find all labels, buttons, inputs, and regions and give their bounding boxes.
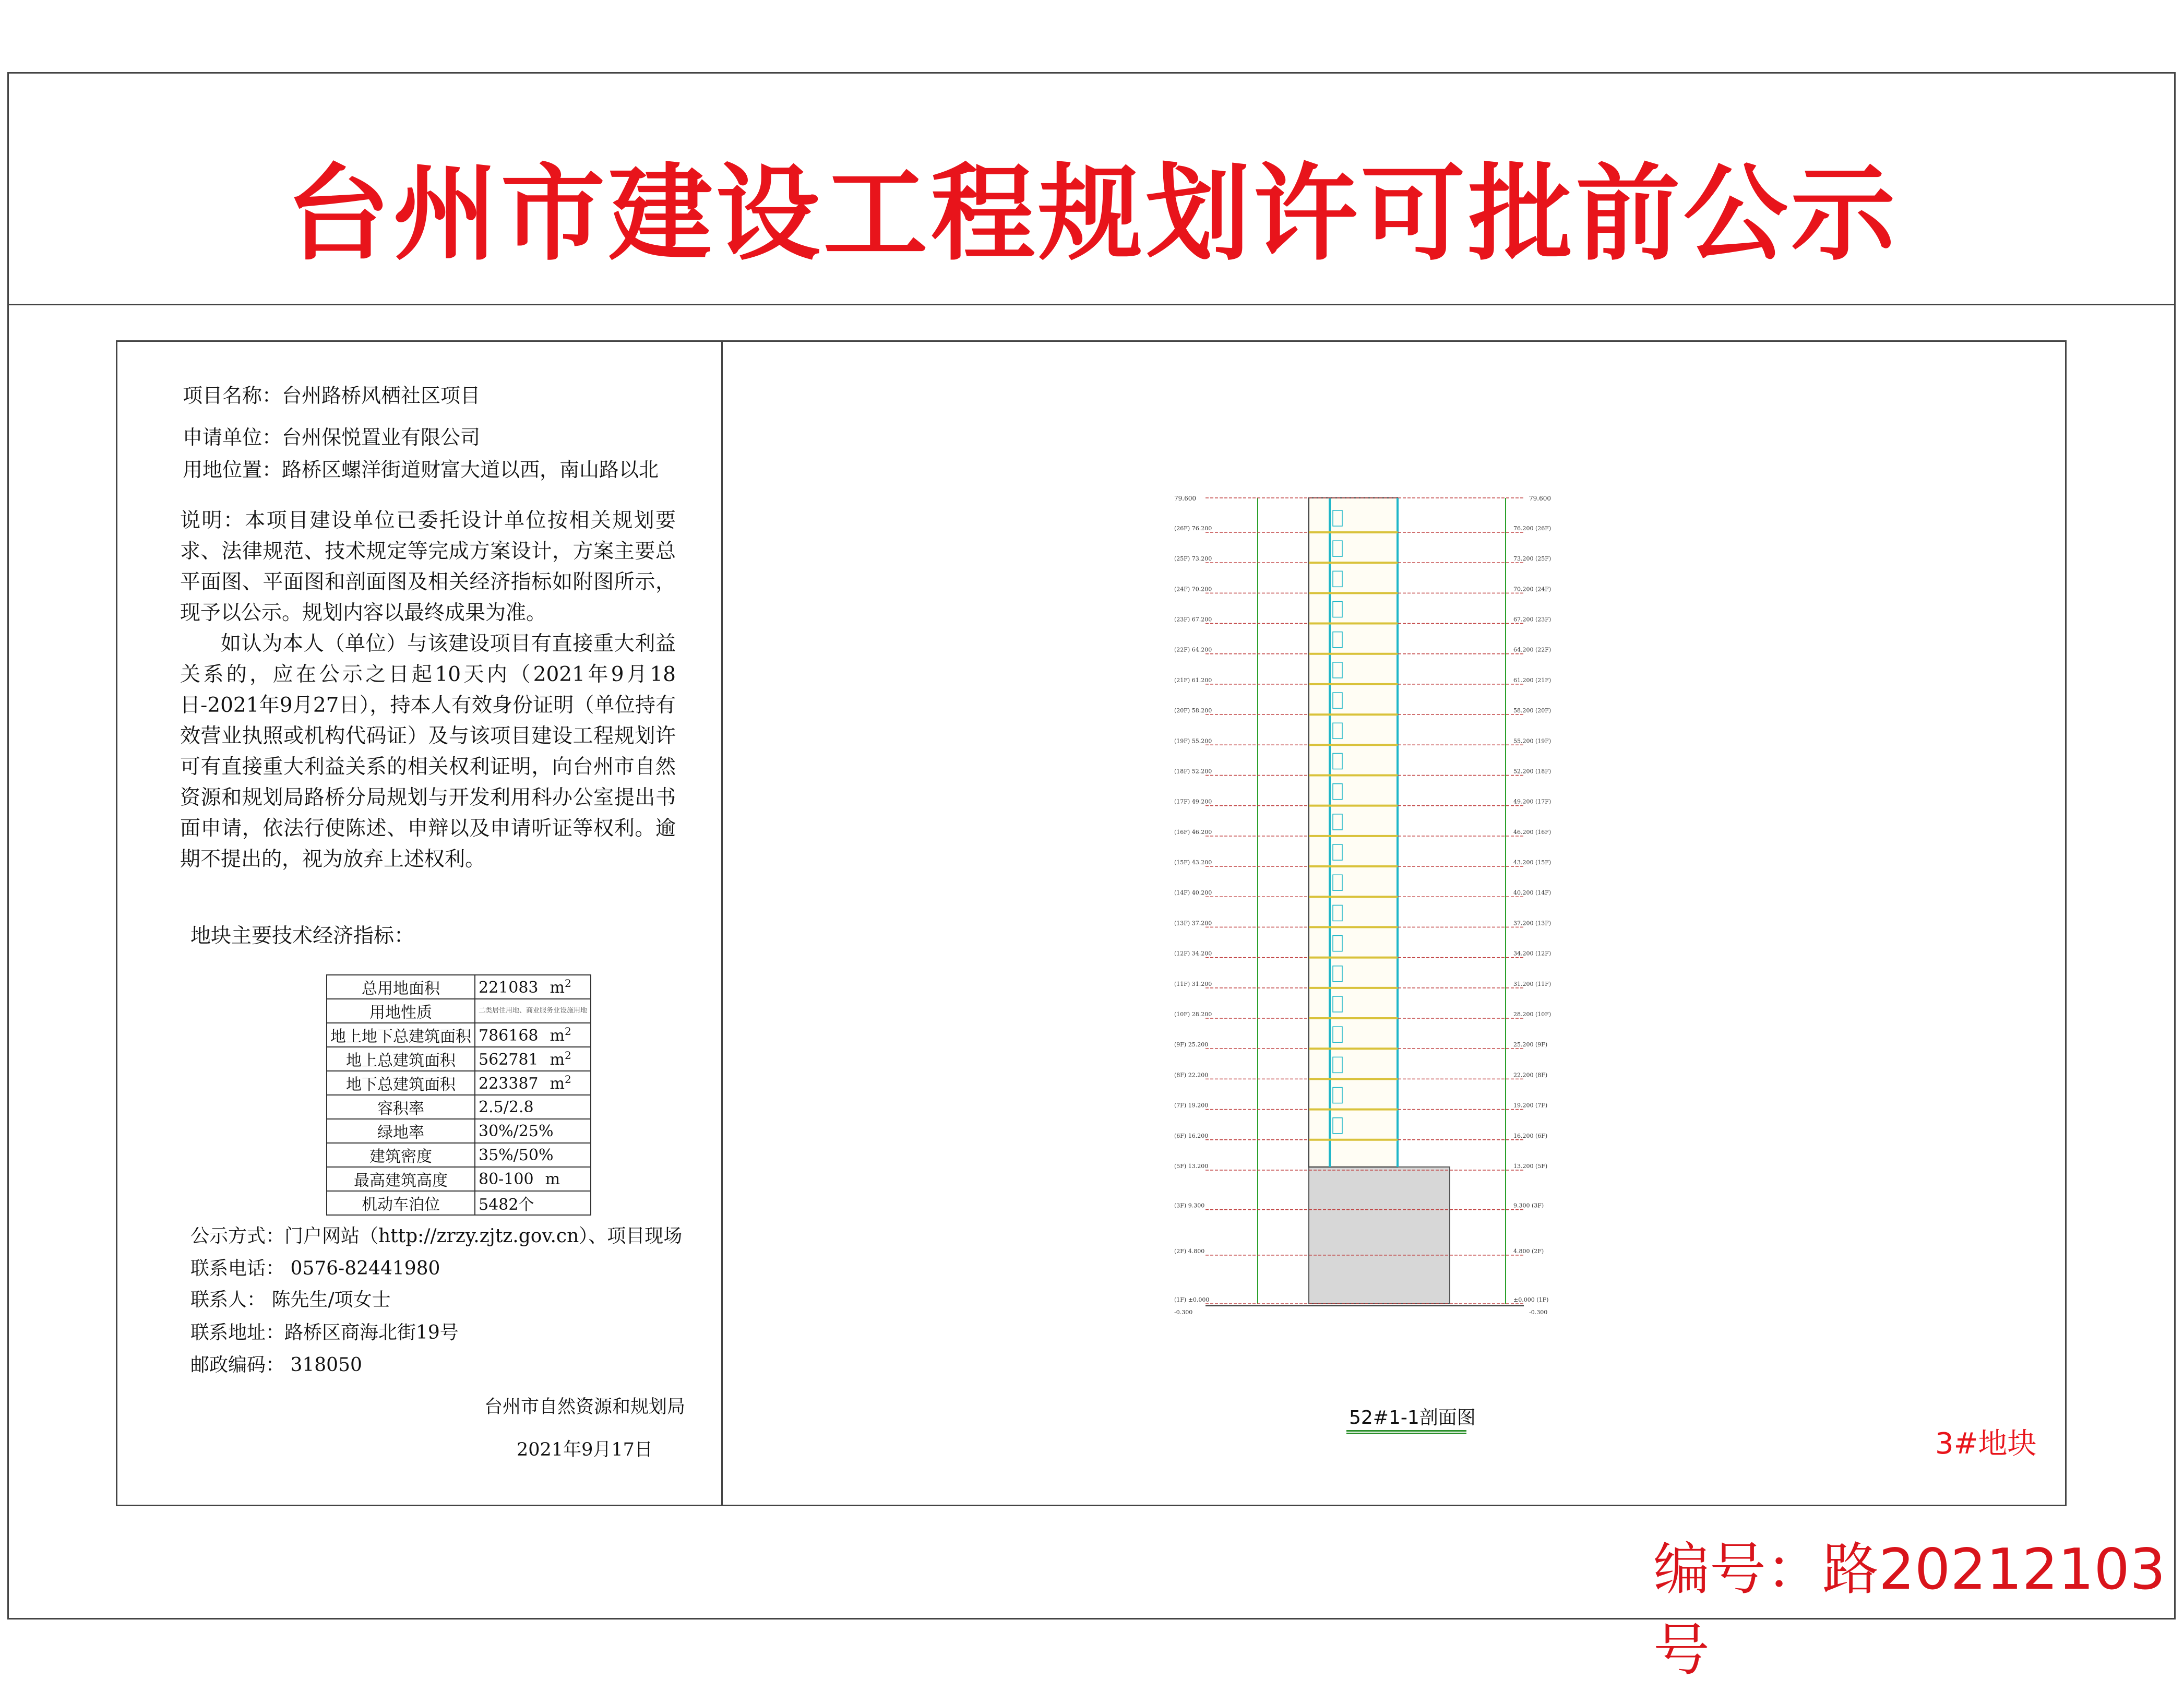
floor-label-right: 43.200 (15F) <box>1513 859 1552 866</box>
section-drawing <box>1164 485 1566 1326</box>
floor-label-left: (12F) 34.200 <box>1174 950 1212 957</box>
floor-label-left: (18F) 52.200 <box>1174 768 1212 775</box>
floor-label-right: 22.200 (8F) <box>1513 1071 1548 1079</box>
metric-value-cell <box>475 1119 591 1143</box>
floor-label-right: ±0.000 (1F) <box>1513 1296 1549 1303</box>
description-paragraph-2: 如认为本人（单位）与该建设项目有直接重大利益关系的，应在公示之日起10天内（2021年9月18日-2021年9月27日），持本人有效身份证明（单位持有效营业执照或机构代码证）及与该项目建设工程规划许可有直接重大利益关系的相关权利证明，向台州市自然资源和规划局路桥分局规划与开发利用科办公室提出书面申请，依法行使陈述、申辩以及申请听证等权利。逾期不提出的，视为放弃上述权利。 <box>180 632 676 871</box>
floor-label-right: 70.200 (24F) <box>1513 586 1552 593</box>
metric-unit-superscript: 2 <box>564 1073 571 1086</box>
contact-phone: 联系电话： 0576-82441980 <box>190 1258 440 1279</box>
metrics-row <box>327 1095 591 1119</box>
floor-label-left: (9F) 25.200 <box>1174 1041 1209 1049</box>
plot-label: 3#地块 <box>1935 1427 2037 1461</box>
metric-value: 221083 <box>479 979 539 997</box>
metric-value-cell <box>475 1047 591 1071</box>
podium-block <box>1309 1167 1450 1304</box>
floor-label-left: (7F) 19.200 <box>1174 1102 1209 1109</box>
floor-label-left: (23F) 67.200 <box>1174 616 1212 623</box>
metric-value: 80-100 <box>479 1170 534 1188</box>
floor-label-right: 40.200 (14F) <box>1513 889 1552 897</box>
metric-unit-superscript: 2 <box>564 977 571 990</box>
document-code: 编号：路20212103号 <box>1653 1537 2166 1683</box>
metric-value: 5482个 <box>479 1196 534 1214</box>
metric-label: 地上总建筑面积 <box>327 1047 475 1071</box>
bottom-elevation-label: -0.300 <box>1174 1309 1193 1316</box>
floor-label-left: (5F) 13.200 <box>1174 1162 1209 1170</box>
floor-label-right: 52.200 (18F) <box>1513 768 1552 775</box>
contact-address: 联系地址：路桥区商海北街19号 <box>190 1322 459 1343</box>
floor-label-right: 55.200 (19F) <box>1513 737 1552 745</box>
metric-value-cell <box>475 1191 591 1215</box>
metric-unit-superscript: 2 <box>564 1049 571 1062</box>
title-divider <box>7 304 2176 305</box>
floor-label-right: 37.200 (13F) <box>1513 920 1552 927</box>
contact-person: 联系人： 陈先生/项女士 <box>190 1289 391 1311</box>
metrics-title: 地块主要技术经济指标： <box>190 924 415 948</box>
metric-value-cell <box>475 1095 591 1119</box>
floor-label-left: (19F) 55.200 <box>1174 737 1212 745</box>
metric-unit: m <box>550 1075 565 1093</box>
floor-label-right: 4.800 (2F) <box>1513 1247 1544 1255</box>
floor-label-left: (13F) 37.200 <box>1174 920 1212 927</box>
floor-label-right: 73.200 (25F) <box>1513 555 1552 563</box>
metrics-row <box>327 1167 591 1191</box>
elevation-label: 79.600 <box>1174 495 1196 502</box>
floor-label-left: (2F) 4.800 <box>1174 1247 1205 1255</box>
description <box>180 505 676 875</box>
drawing-title: 52#1-1剖面图 <box>1349 1407 1476 1428</box>
floor-label-left: (26F) 76.200 <box>1174 525 1212 532</box>
metric-unit-superscript: 2 <box>564 1025 571 1038</box>
floor-label-right: 46.200 (16F) <box>1513 828 1552 836</box>
metric-label: 用地性质 <box>327 999 475 1023</box>
metrics-row <box>327 1071 591 1095</box>
floor-label-right: 64.200 (22F) <box>1513 646 1552 653</box>
metric-unit: m <box>550 1051 565 1069</box>
floor-label-right: 9.300 (3F) <box>1513 1202 1544 1209</box>
metric-value-cell <box>475 1167 591 1191</box>
metric-value-cell <box>475 1023 591 1047</box>
floor-label-left: (24F) 70.200 <box>1174 586 1212 593</box>
floor-label-right: 61.200 (21F) <box>1513 676 1552 684</box>
floor-label-right: 67.200 (23F) <box>1513 616 1552 623</box>
floor-label-right: 28.200 (10F) <box>1513 1011 1552 1018</box>
metric-label: 总用地面积 <box>327 975 475 999</box>
metrics-row <box>327 1191 591 1215</box>
postcode: 邮政编码： 318050 <box>190 1354 362 1376</box>
metrics-row <box>327 1023 591 1047</box>
metric-value-cell <box>475 1143 591 1167</box>
metrics-table <box>326 974 591 1216</box>
metrics-row <box>327 999 591 1023</box>
land-location: 用地位置：路桥区螺洋街道财富大道以西，南山路以北 <box>183 458 659 481</box>
column-divider <box>721 340 723 1506</box>
metric-value: 35%/50% <box>479 1146 554 1164</box>
metric-label: 绿地率 <box>327 1119 475 1143</box>
floor-label-left: (25F) 73.200 <box>1174 555 1212 563</box>
metric-unit: m <box>550 1027 565 1045</box>
metric-value-cell <box>475 975 591 999</box>
metric-label: 最高建筑高度 <box>327 1167 475 1191</box>
description-paragraph-1: 说明：本项目建设单位已委托设计单位按相关规划要求、法律规范、技术规定等完成方案设计，方案主要总平面图、平面图和剖面图及相关经济指标如附图所示，现予以公示。规划内容以最终成果为准。 <box>180 509 676 625</box>
metric-unit: m <box>550 979 565 997</box>
metric-value: 二类居住用地、商业服务业设施用地 <box>479 1007 588 1015</box>
metric-value: 786168 <box>479 1027 539 1045</box>
floor-label-right: 49.200 (17F) <box>1513 798 1552 805</box>
floor-label-left: (20F) 58.200 <box>1174 707 1212 714</box>
tower-outline <box>1309 498 1398 1167</box>
floor-label-left: (16F) 46.200 <box>1174 828 1212 836</box>
metric-label: 机动车泊位 <box>327 1191 475 1215</box>
metric-value: 2.5/2.8 <box>479 1098 534 1116</box>
metric-unit: m <box>545 1170 560 1188</box>
floor-label-left: (1F) ±0.000 <box>1174 1296 1210 1303</box>
floor-label-right: 58.200 (20F) <box>1513 707 1552 714</box>
floor-label-right: 19.200 (7F) <box>1513 1102 1548 1109</box>
floor-label-left: (10F) 28.200 <box>1174 1011 1212 1018</box>
metrics-row <box>327 975 591 999</box>
metrics-row <box>327 1119 591 1143</box>
floor-label-left: (11F) 31.200 <box>1174 980 1212 987</box>
metric-label: 地上地下总建筑面积 <box>327 1023 475 1047</box>
floor-label-left: (6F) 16.200 <box>1174 1132 1209 1139</box>
issue-date: 2021年9月17日 <box>517 1439 653 1460</box>
metric-label: 建筑密度 <box>327 1143 475 1167</box>
metric-value-cell <box>475 999 591 1023</box>
metric-value: 30%/25% <box>479 1122 554 1140</box>
floor-label-left: (21F) 61.200 <box>1174 676 1212 684</box>
floor-label-left: (15F) 43.200 <box>1174 859 1212 866</box>
floor-label-left: (8F) 22.200 <box>1174 1071 1209 1079</box>
metrics-row <box>327 1143 591 1167</box>
page-title: 台州市建设工程规划许可批前公示 <box>285 153 1899 275</box>
metric-label: 容积率 <box>327 1095 475 1119</box>
floor-label-left: (3F) 9.300 <box>1174 1202 1205 1209</box>
elevation-label: 79.600 <box>1529 495 1551 502</box>
floor-label-left: (14F) 40.200 <box>1174 889 1212 897</box>
metrics-row <box>327 1047 591 1071</box>
applicant: 申请单位：台州保悦置业有限公司 <box>183 426 481 449</box>
metric-value-cell <box>475 1071 591 1095</box>
metric-label: 地下总建筑面积 <box>327 1071 475 1095</box>
issuer: 台州市自然资源和规划局 <box>484 1397 686 1418</box>
floor-label-right: 16.200 (6F) <box>1513 1132 1548 1139</box>
floor-label-left: (22F) 64.200 <box>1174 646 1212 653</box>
floor-label-right: 34.200 (12F) <box>1513 950 1552 957</box>
publicity-method: 公示方式：门户网站（http://zrzy.zjtz.gov.cn）、项目现场 <box>190 1225 683 1247</box>
metric-value: 562781 <box>479 1051 539 1069</box>
drawing-title-underline <box>1346 1430 1466 1434</box>
floor-label-right: 76.200 (26F) <box>1513 525 1552 532</box>
bottom-elevation-label: -0.300 <box>1529 1309 1548 1316</box>
floor-label-left: (17F) 49.200 <box>1174 798 1212 805</box>
floor-label-right: 13.200 (5F) <box>1513 1162 1548 1170</box>
project-name: 项目名称：台州路桥风栖社区项目 <box>183 384 481 407</box>
metric-value: 223387 <box>479 1075 539 1093</box>
floor-label-right: 31.200 (11F) <box>1513 980 1552 987</box>
floor-label-right: 25.200 (9F) <box>1513 1041 1548 1049</box>
